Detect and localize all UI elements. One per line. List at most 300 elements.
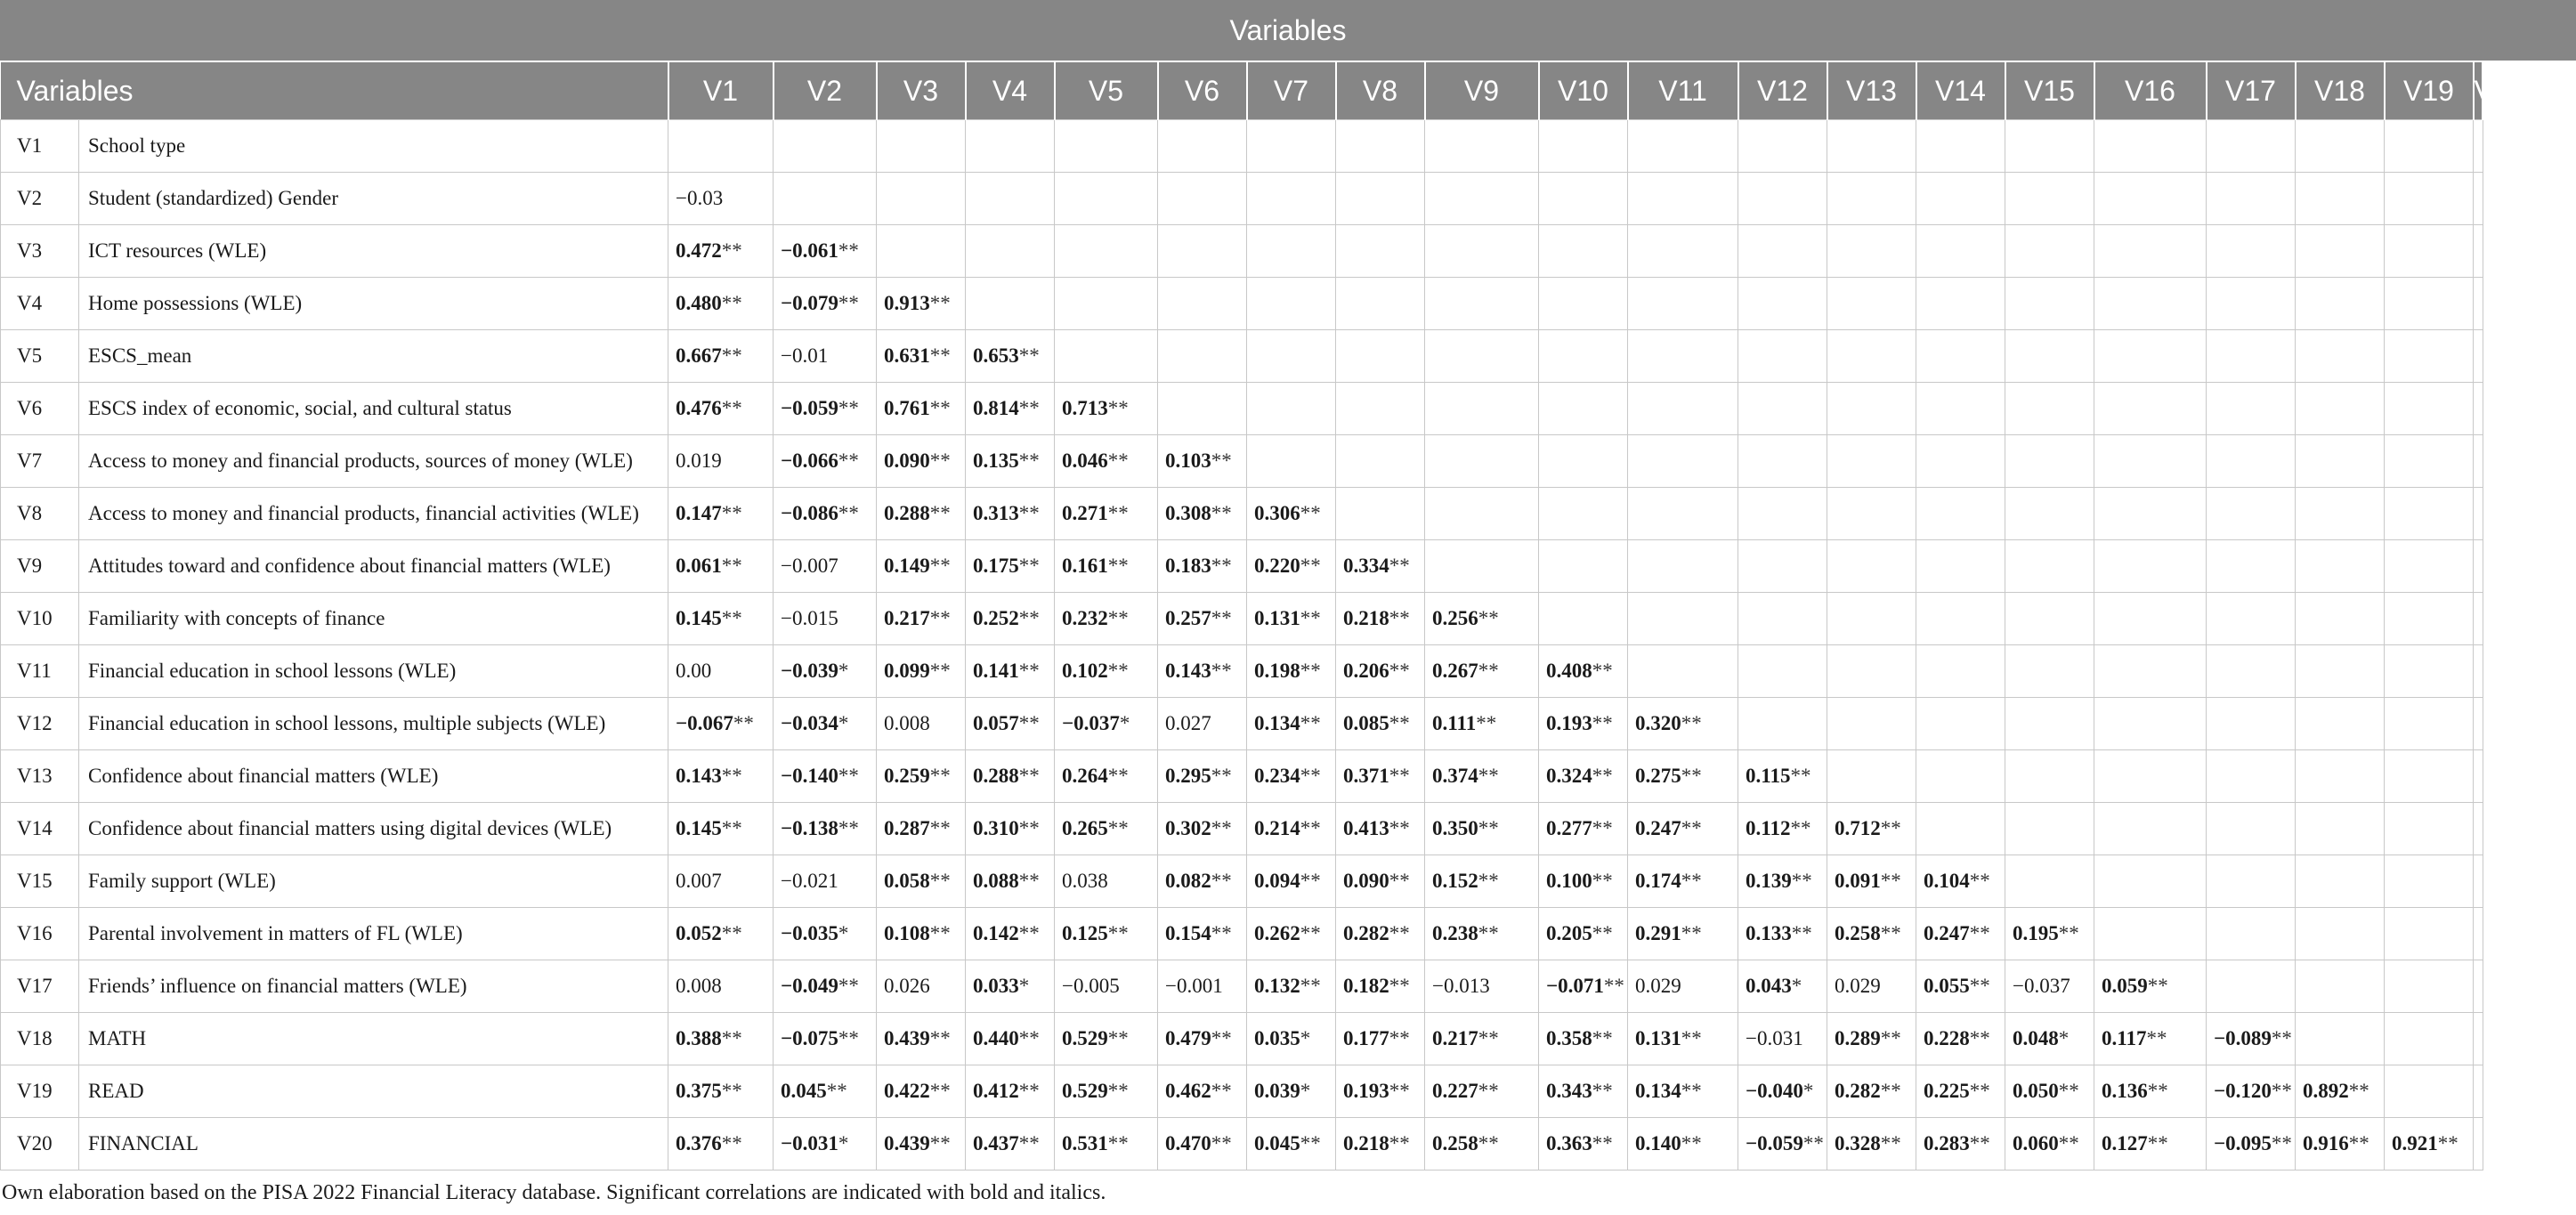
correlation-cell (2005, 1065, 2094, 1118)
correlation-cell (2005, 383, 2094, 435)
significance-marker: ** (929, 450, 951, 472)
correlation-cell (1916, 330, 2005, 383)
significance-marker: ** (1389, 765, 1410, 787)
correlation-cell (2094, 698, 2207, 750)
table-row (1, 960, 2483, 1013)
correlation-cell (2474, 488, 2483, 540)
correlation-value: 0.134 (1635, 1080, 1681, 1102)
correlation-value: 0.143 (1165, 660, 1211, 682)
correlation-cell (877, 645, 966, 698)
correlation-value: −0.03 (676, 187, 724, 209)
correlation-cell (966, 383, 1055, 435)
correlation-value: 0.480 (676, 292, 722, 314)
significance-marker: ** (1681, 712, 1702, 734)
row-id: V1 (1, 120, 79, 173)
significance-marker: ** (1389, 975, 1410, 997)
column-header: V9 (1425, 62, 1539, 120)
correlation-value: 0.029 (1635, 975, 1681, 997)
correlation-cell (1055, 330, 1158, 383)
row-id: V5 (1, 330, 79, 383)
correlation-value: 0.139 (1746, 870, 1792, 892)
significance-marker: ** (1389, 555, 1410, 577)
correlation-cell (1247, 383, 1336, 435)
correlation-value: −0.075 (781, 1027, 838, 1049)
correlation-value: 0.218 (1343, 1132, 1389, 1154)
correlation-cell (1539, 803, 1628, 855)
correlation-cell (668, 1013, 774, 1065)
column-header: V20 (2474, 62, 2483, 120)
correlation-cell (2207, 383, 2296, 435)
correlation-cell (2474, 593, 2483, 645)
significance-marker: ** (1300, 1132, 1321, 1154)
table-row (1, 383, 2483, 435)
column-header: V17 (2207, 62, 2296, 120)
correlation-cell (877, 120, 966, 173)
correlation-value: −0.013 (1432, 975, 1490, 997)
correlation-cell (877, 855, 966, 908)
correlation-cell (966, 330, 1055, 383)
correlation-cell (1158, 908, 1247, 960)
correlation-cell (2296, 803, 2385, 855)
correlation-value: 0.152 (1432, 870, 1478, 892)
correlation-cell (2094, 225, 2207, 278)
correlation-cell (1539, 173, 1628, 225)
significance-marker: ** (1018, 1080, 1040, 1102)
correlation-value: 0.145 (676, 817, 722, 839)
table-row (1, 173, 2483, 225)
correlation-value: 0.653 (973, 344, 1019, 367)
table-row (1, 488, 2483, 540)
correlation-value: 0.136 (2102, 1080, 2148, 1102)
correlation-value: 0.140 (1635, 1132, 1681, 1154)
correlation-value: −0.01 (781, 344, 829, 367)
correlation-value: 0.814 (973, 397, 1019, 419)
correlation-cell (966, 750, 1055, 803)
correlation-cell (1628, 435, 1738, 488)
correlation-cell (2005, 593, 2094, 645)
correlation-cell (1055, 173, 1158, 225)
correlation-cell (1336, 593, 1425, 645)
significance-marker: ** (1592, 1132, 1613, 1154)
correlation-value: 0.134 (1254, 712, 1300, 734)
correlation-value: 0.206 (1343, 660, 1389, 682)
correlation-cell (2474, 698, 2483, 750)
column-header: V12 (1738, 62, 1827, 120)
correlation-value: 0.193 (1546, 712, 1592, 734)
correlation-cell (2385, 750, 2474, 803)
correlation-cell (1827, 225, 1916, 278)
significance-marker: ** (1389, 607, 1410, 629)
correlation-cell (1425, 540, 1539, 593)
significance-marker: ** (721, 607, 742, 629)
correlation-cell (668, 645, 774, 698)
significance-marker: ** (1211, 502, 1232, 524)
significance-marker: ** (1791, 870, 1812, 892)
correlation-cell (1425, 1013, 1539, 1065)
correlation-cell (2094, 908, 2207, 960)
correlation-cell (2385, 855, 2474, 908)
significance-marker: ** (1969, 870, 1990, 892)
correlation-cell (2005, 908, 2094, 960)
correlation-value: 0.287 (884, 817, 930, 839)
table-row (1, 803, 2483, 855)
correlation-cell (1628, 908, 1738, 960)
correlation-cell (1336, 540, 1425, 593)
correlation-cell (966, 540, 1055, 593)
correlation-cell (1055, 120, 1158, 173)
correlation-cell (1738, 908, 1827, 960)
correlation-value: 0.145 (676, 607, 722, 629)
header-row (1, 62, 2483, 120)
correlation-cell (1158, 855, 1247, 908)
table-row (1, 645, 2483, 698)
significance-marker: ** (721, 502, 742, 524)
significance-marker: ** (1969, 1080, 1990, 1102)
correlation-cell (966, 488, 1055, 540)
row-variable-name: Familiarity with concepts of finance (79, 593, 668, 645)
significance-marker: ** (721, 817, 742, 839)
significance-marker: ** (1018, 344, 1040, 367)
correlation-cell (2094, 435, 2207, 488)
significance-marker: ** (838, 817, 859, 839)
significance-marker: ** (1300, 922, 1321, 944)
correlation-cell (1916, 120, 2005, 173)
significance-marker: ** (1018, 817, 1040, 839)
significance-marker: ** (2348, 1080, 2369, 1102)
significance-marker: ** (1300, 765, 1321, 787)
correlation-cell (877, 960, 966, 1013)
correlation-cell (1158, 1065, 1247, 1118)
correlation-cell (668, 593, 774, 645)
significance-marker: * (838, 1132, 849, 1154)
row-variable-name: ICT resources (WLE) (79, 225, 668, 278)
significance-marker: ** (1389, 922, 1410, 944)
correlation-value: 0.238 (1432, 922, 1478, 944)
column-header: V13 (1827, 62, 1916, 120)
correlation-value: 0.182 (1343, 975, 1389, 997)
significance-marker: ** (1880, 817, 1901, 839)
correlation-cell (877, 803, 966, 855)
significance-marker: ** (1018, 1132, 1040, 1154)
significance-marker: ** (1107, 397, 1129, 419)
correlation-cell (2474, 225, 2483, 278)
significance-marker: ** (2146, 1027, 2167, 1049)
column-header: V19 (2385, 62, 2474, 120)
correlation-cell (1916, 698, 2005, 750)
correlation-cell (668, 1118, 774, 1170)
significance-marker: ** (2437, 1132, 2459, 1154)
row-id: V13 (1, 750, 79, 803)
correlation-cell (668, 120, 774, 173)
correlation-cell (1247, 803, 1336, 855)
correlation-cell (1628, 960, 1738, 1013)
correlation-cell (1539, 383, 1628, 435)
correlation-value: −0.140 (781, 765, 838, 787)
column-header: V5 (1055, 62, 1158, 120)
significance-marker: ** (1681, 1027, 1702, 1049)
significance-marker: ** (721, 292, 742, 314)
correlation-cell (1055, 1118, 1158, 1170)
correlation-cell (2474, 540, 2483, 593)
significance-marker: ** (838, 975, 859, 997)
correlation-value: 0.112 (1746, 817, 1791, 839)
correlation-cell (1158, 383, 1247, 435)
correlation-cell (966, 173, 1055, 225)
significance-marker: * (838, 660, 849, 682)
table-row (1, 540, 2483, 593)
correlation-value: 0.476 (676, 397, 722, 419)
correlation-cell (2385, 908, 2474, 960)
correlation-cell (1055, 540, 1158, 593)
significance-marker: * (1018, 975, 1030, 997)
table-row (1, 330, 2483, 383)
correlation-value: −0.021 (781, 870, 838, 892)
correlation-value: −0.031 (1746, 1027, 1803, 1049)
correlation-cell (1916, 1013, 2005, 1065)
correlation-cell (1336, 750, 1425, 803)
correlation-cell (2207, 750, 2296, 803)
correlation-cell (2094, 960, 2207, 1013)
correlation-cell (1158, 173, 1247, 225)
row-variable-name: Friends’ influence on financial matters (WLE) (79, 960, 668, 1013)
significance-marker: ** (1880, 922, 1901, 944)
correlation-cell (877, 225, 966, 278)
correlation-cell (2296, 173, 2385, 225)
table-row (1, 120, 2483, 173)
significance-marker: ** (1592, 870, 1613, 892)
significance-marker: ** (1107, 1080, 1129, 1102)
correlation-value: 0.531 (1062, 1132, 1108, 1154)
correlation-cell (2385, 803, 2474, 855)
table-row (1, 855, 2483, 908)
correlation-cell (1827, 540, 1916, 593)
correlation-cell (1336, 225, 1425, 278)
correlation-cell (966, 698, 1055, 750)
significance-marker: ** (1211, 660, 1232, 682)
correlation-value: 0.132 (1254, 975, 1300, 997)
correlation-cell (2474, 750, 2483, 803)
correlation-cell (1628, 698, 1738, 750)
correlation-value: 0.479 (1165, 1027, 1211, 1049)
significance-marker: ** (929, 1027, 951, 1049)
correlation-cell (1916, 1118, 2005, 1170)
correlation-cell (2005, 960, 2094, 1013)
correlation-cell (1425, 225, 1539, 278)
correlation-cell (2385, 960, 2474, 1013)
correlation-value: 0.921 (2392, 1132, 2438, 1154)
correlation-value: 0.225 (1924, 1080, 1970, 1102)
correlation-cell (1425, 435, 1539, 488)
correlation-cell (668, 488, 774, 540)
correlation-value: 0.388 (676, 1027, 722, 1049)
correlation-value: 0.291 (1635, 922, 1681, 944)
correlation-value: 0.102 (1062, 660, 1108, 682)
significance-marker: ** (1300, 607, 1321, 629)
correlation-value: −0.015 (781, 607, 838, 629)
row-variable-name: Access to money and financial products, financial activities (WLE) (79, 488, 668, 540)
significance-marker: ** (1790, 765, 1811, 787)
significance-marker: * (1300, 1027, 1311, 1049)
row-variable-name: ESCS_mean (79, 330, 668, 383)
correlation-value: 0.413 (1343, 817, 1389, 839)
correlation-cell (877, 593, 966, 645)
correlation-cell (2005, 225, 2094, 278)
significance-marker: ** (2271, 1080, 2292, 1102)
correlation-cell (1539, 540, 1628, 593)
significance-marker: ** (1107, 450, 1129, 472)
correlation-value: 0.141 (973, 660, 1019, 682)
correlation-cell (877, 1065, 966, 1118)
correlation-value: −0.001 (1165, 975, 1223, 997)
correlation-cell (1827, 1118, 1916, 1170)
correlation-value: 0.302 (1165, 817, 1211, 839)
correlation-cell (668, 750, 774, 803)
correlation-value: −0.037 (2013, 975, 2070, 997)
correlation-cell (774, 225, 877, 278)
significance-marker: ** (1300, 817, 1321, 839)
significance-marker: * (838, 712, 849, 734)
correlation-value: 0.271 (1062, 502, 1108, 524)
significance-marker: ** (1018, 660, 1040, 682)
correlation-cell (2474, 120, 2483, 173)
column-header: V15 (2005, 62, 2094, 120)
correlation-cell (966, 1065, 1055, 1118)
correlation-value: −0.071 (1546, 975, 1604, 997)
row-id: V10 (1, 593, 79, 645)
correlation-value: 0.061 (676, 555, 722, 577)
significance-marker: ** (1389, 660, 1410, 682)
correlation-cell (1738, 645, 1827, 698)
correlation-cell (1916, 225, 2005, 278)
correlation-cell (2474, 1065, 2483, 1118)
correlation-cell (1336, 908, 1425, 960)
significance-marker: ** (1300, 712, 1321, 734)
correlation-cell (1539, 1013, 1628, 1065)
table-row (1, 750, 2483, 803)
column-header: V16 (2094, 62, 2207, 120)
correlation-cell (1916, 383, 2005, 435)
correlation-cell (2005, 855, 2094, 908)
significance-marker: ** (838, 502, 859, 524)
significance-marker: * (1802, 1080, 1814, 1102)
correlation-value: 0.143 (676, 765, 722, 787)
correlation-value: 0.761 (884, 397, 930, 419)
correlation-cell (1055, 908, 1158, 960)
correlation-cell (1247, 173, 1336, 225)
significance-marker: ** (1681, 765, 1702, 787)
correlation-value: −0.037 (1062, 712, 1120, 734)
correlation-cell (1055, 750, 1158, 803)
correlation-cell (1738, 855, 1827, 908)
correlation-cell (1628, 593, 1738, 645)
correlation-value: 0.376 (676, 1132, 722, 1154)
row-id: V7 (1, 435, 79, 488)
significance-marker: ** (1389, 870, 1410, 892)
correlation-cell (1916, 855, 2005, 908)
significance-marker: ** (1107, 555, 1129, 577)
correlation-value: 0.048 (2013, 1027, 2059, 1049)
correlation-value: −0.061 (781, 239, 838, 262)
correlation-value: 0.214 (1254, 817, 1300, 839)
table-row (1, 1065, 2483, 1118)
correlation-cell (877, 750, 966, 803)
correlation-cell (1425, 698, 1539, 750)
correlation-value: 0.217 (1432, 1027, 1478, 1049)
correlation-value: 0.247 (1635, 817, 1681, 839)
significance-marker: ** (2058, 922, 2079, 944)
table-row (1, 278, 2483, 330)
significance-marker: ** (1681, 870, 1702, 892)
correlation-cell (1827, 803, 1916, 855)
row-id: V19 (1, 1065, 79, 1118)
significance-marker: ** (1478, 765, 1499, 787)
correlation-cell (877, 278, 966, 330)
correlation-cell (2094, 803, 2207, 855)
correlation-cell (1916, 750, 2005, 803)
significance-marker: ** (2147, 1080, 2168, 1102)
significance-marker: ** (1880, 1027, 1901, 1049)
significance-marker: ** (1592, 765, 1613, 787)
column-header: V8 (1336, 62, 1425, 120)
correlation-cell (2005, 330, 2094, 383)
correlation-value: 0.375 (676, 1080, 722, 1102)
significance-marker: ** (2147, 1132, 2168, 1154)
correlation-cell (2296, 645, 2385, 698)
correlation-value: 0.091 (1835, 870, 1881, 892)
significance-marker: ** (1681, 1132, 1702, 1154)
correlation-cell (1425, 803, 1539, 855)
correlation-cell (2385, 278, 2474, 330)
column-header: V14 (1916, 62, 2005, 120)
correlation-cell (1247, 1118, 1336, 1170)
correlation-cell (1628, 383, 1738, 435)
correlation-cell (1425, 383, 1539, 435)
significance-marker: ** (826, 1080, 847, 1102)
significance-marker: ** (1389, 712, 1410, 734)
correlation-cell (1158, 278, 1247, 330)
correlation-cell (1628, 540, 1738, 593)
correlation-value: −0.066 (781, 450, 838, 472)
significance-marker: * (2058, 1027, 2070, 1049)
correlation-cell (1916, 803, 2005, 855)
significance-marker: ** (1107, 607, 1129, 629)
significance-marker: ** (1211, 870, 1232, 892)
correlation-cell (2094, 278, 2207, 330)
correlation-cell (2296, 278, 2385, 330)
correlation-value: 0.045 (781, 1080, 827, 1102)
correlation-cell (1539, 1065, 1628, 1118)
correlation-cell (1425, 173, 1539, 225)
correlation-cell (774, 960, 877, 1013)
correlation-value: 0.007 (676, 870, 722, 892)
correlation-cell (2385, 435, 2474, 488)
correlation-cell (1827, 593, 1916, 645)
correlation-cell (2207, 225, 2296, 278)
correlation-cell (2207, 855, 2296, 908)
correlation-value: 0.218 (1343, 607, 1389, 629)
correlation-cell (2296, 750, 2385, 803)
significance-marker: ** (721, 344, 742, 367)
correlation-value: 0.045 (1254, 1132, 1300, 1154)
correlation-value: 0.060 (2013, 1132, 2059, 1154)
correlation-value: 0.059 (2102, 975, 2148, 997)
correlation-cell (1425, 1065, 1539, 1118)
correlation-value: 0.232 (1062, 607, 1108, 629)
correlation-cell (774, 593, 877, 645)
correlation-cell (1628, 278, 1738, 330)
correlation-cell (2005, 750, 2094, 803)
correlation-cell (1738, 120, 1827, 173)
